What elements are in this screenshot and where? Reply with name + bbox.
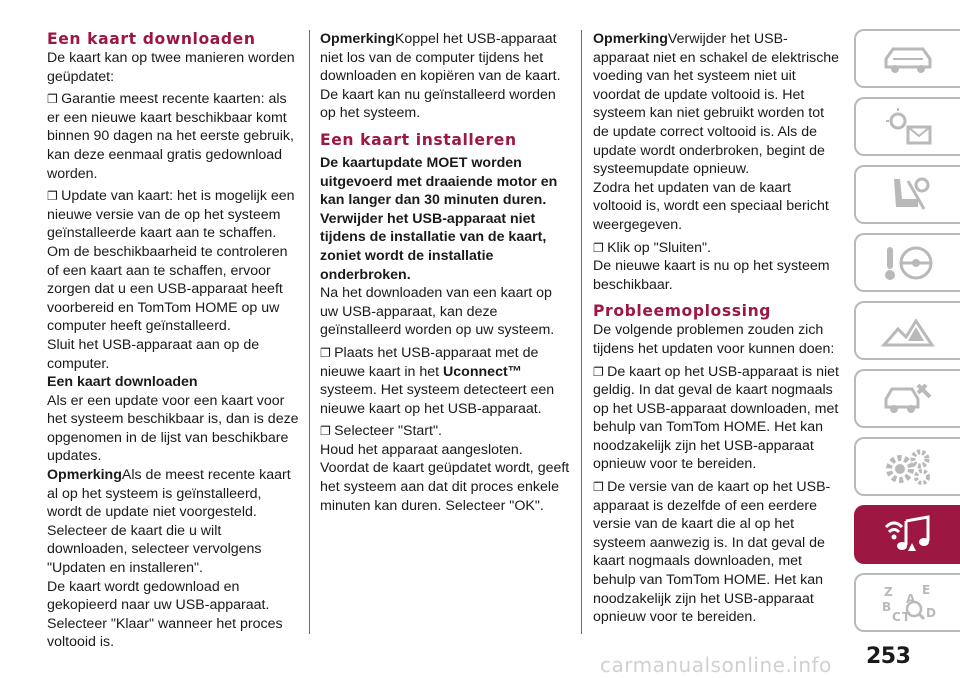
bullet-item: ❐ Selecteer "Start".: [320, 422, 570, 441]
key-steering-icon: [878, 241, 938, 285]
tab-gears[interactable]: [854, 437, 960, 496]
svg-text:Z: Z: [884, 584, 893, 599]
svg-text:E: E: [922, 582, 931, 597]
paragraph: Houd het apparaat aangesloten.: [320, 441, 523, 458]
section-heading: Probleemoplossing: [593, 302, 772, 321]
section-heading: Een kaart installeren: [320, 130, 517, 149]
paragraph: De volgende problemen zouden zich tijdens het updaten voor kunnen doen:: [593, 322, 835, 357]
paragraph: De nieuwe kaart is nu op het systeem beschikbaar.: [593, 258, 830, 293]
paragraph: Na het downloaden van een kaart op uw USB-apparaat, kan deze geïnstalleerd worden op uw systeem.: [320, 285, 555, 339]
svg-text:D: D: [926, 605, 936, 620]
svg-text:A: A: [906, 591, 916, 606]
watermark: carmanualsonline.info: [600, 653, 832, 677]
note-label: Opmerking: [593, 31, 668, 47]
svg-text:T: T: [902, 609, 911, 624]
section-heading: Een kaart downloaden: [47, 30, 256, 48]
car-icon: [878, 37, 938, 81]
paragraph: Om de beschikbaarheid te controleren of een kaart aan te schaffen, ervoor zorgen dat u een USB-apparaat heeft voorbereid en TomTom HOME op uw computer heeft geïnstalleerd.: [47, 243, 288, 335]
column-2: [320, 30, 570, 515]
column-3: [593, 30, 843, 627]
warning-text: De kaartupdate MOET worden uitgevoerd met draaiende motor en kan langer dan 30 minuten duren. Verwijder het USB-apparaat niet tijdens de installatie van de kaart, zoniet wordt de installatie onderbroken.: [320, 154, 558, 283]
page-number: 253: [866, 644, 911, 669]
bullet-item: ❐ Garantie meest recente kaarten: als er een nieuwe kaart beschikbaar komt binnen 90 dagen na het eerste gebruik, kan deze eenmaal gratis gedownload worden.: [47, 90, 299, 183]
bullet-item: ❐ De versie van de kaart op het USB-apparaat is dezelfde of een eerdere versie van de kaart die al op het systeem aanwezig is. In dat geval de kaart nogmaals downloaden, met behulp van TomTom HOME. Het kan noodzakelijk zijn het USB-apparaat opnieuw voor te bereiden.: [593, 478, 843, 627]
bullet-item: ❐ Klik op "Sluiten".: [593, 239, 843, 258]
subheading: Een kaart downloaden: [47, 374, 198, 391]
gears-icon: [878, 445, 938, 489]
alphabet-index-icon: [878, 581, 938, 625]
tab-warning-triangle[interactable]: [854, 301, 960, 360]
note-label: Opmerking: [320, 31, 395, 47]
bullet-item: ❐ De kaart op het USB-apparaat is niet geldig. In dat geval de kaart nogmaals op het USB-apparaat downloaden, met behulp van TomTom HOME. Het kan noodzakelijk zijn het USB-apparaat opnieuw voor te bereiden.: [593, 363, 843, 475]
tab-alphabet-index[interactable]: [854, 573, 960, 632]
paragraph: Als er een update voor een kaart voor het systeem beschikbaar is, dan is deze opgenomen in de lijst van beschikbare updates.: [47, 392, 299, 465]
tab-key-steering[interactable]: [854, 233, 960, 292]
tab-warning-lights[interactable]: [854, 97, 960, 156]
note-text: Als de meest recente kaart al op het systeem is geïnstalleerd, wordt de update niet voorgesteld.: [47, 467, 291, 521]
chapter-index-sidebar: [854, 29, 960, 634]
paragraph: De kaart kan op twee manieren worden geüpdatet:: [47, 50, 295, 85]
paragraph: De kaart kan nu geïnstalleerd worden op het systeem.: [320, 86, 556, 122]
warning-lights-icon: [878, 105, 938, 149]
note: [47, 466, 299, 522]
column-divider: [309, 30, 310, 634]
note-text: Koppel het USB-apparaat niet los van de computer tijdens het downloaden en kopiëren van de kaart.: [320, 31, 561, 85]
note: [320, 30, 570, 86]
paragraph: Voordat de kaart geüpdatet wordt, geeft het systeem aan dat dit proces enkele minuten kan duren. Selecteer "OK".: [320, 460, 570, 514]
note-text: Verwijder het USB-apparaat niet en schakel de elektrische voeding van het systeem niet uit voordat de update voltooid is. Het systeem kan niet gebruikt worden tot de update correct voltooid is. Als de update wordt onderbroken, begint de systeemupdate opnieuw.: [593, 31, 840, 178]
note-label: Opmerking: [47, 467, 122, 484]
column-divider: [581, 30, 582, 634]
seat-safety-icon: [878, 173, 938, 217]
tab-car-service[interactable]: [854, 369, 960, 428]
paragraph: Selecteer "Klaar" wanneer het proces voltooid is.: [47, 615, 283, 651]
warning-triangle-icon: [878, 309, 938, 353]
tab-seat-safety[interactable]: [854, 165, 960, 224]
bullet-item: ❐ Update van kaart: het is mogelijk een nieuwe versie van de op het systeem geïnstalleerde kaart aan te schaffen.: [47, 187, 299, 243]
paragraph: Zodra het updaten van de kaart voltooid is, wordt een speciaal bericht weergegeven.: [593, 179, 829, 233]
paragraph: Selecteer de kaart die u wilt downloaden, selecteer vervolgens "Updaten en installeren".: [47, 522, 262, 577]
bullet-item: ❐ Plaats het USB-apparaat met de nieuwe kaart in het Uconnect™ systeem. Het systeem detecteert een nieuwe kaart op het USB-apparaat.: [320, 344, 570, 418]
svg-text:B: B: [882, 599, 892, 614]
tab-multimedia[interactable]: [854, 505, 960, 564]
note: [593, 30, 843, 179]
multimedia-icon: [878, 513, 938, 557]
column-1: [47, 30, 299, 652]
svg-text:C: C: [892, 609, 901, 624]
tab-car[interactable]: [854, 29, 960, 88]
paragraph: De kaart wordt gedownload en gekopieerd naar uw USB-apparaat.: [47, 578, 270, 614]
car-service-icon: [878, 377, 938, 421]
paragraph: Sluit het USB-apparaat aan op de computer.: [47, 336, 260, 372]
